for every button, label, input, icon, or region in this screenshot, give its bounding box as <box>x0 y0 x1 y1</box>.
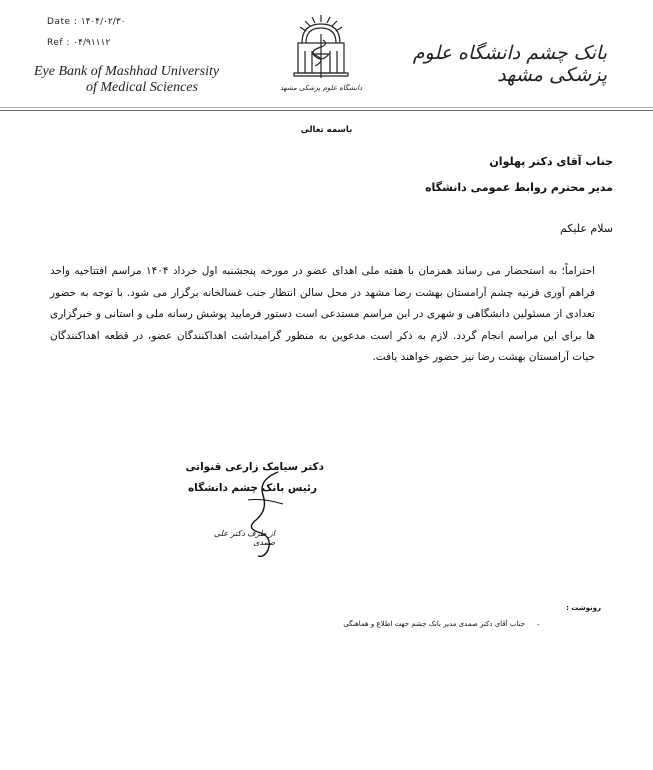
signatory-name: دکتر سیامک زارعی قنواتی <box>185 461 324 473</box>
university-logo-icon <box>279 10 363 98</box>
header-divider <box>0 107 653 111</box>
org-name-english-line2: of Medical Sciences <box>86 80 198 95</box>
invocation: باسمه تعالی <box>300 125 353 135</box>
ref-label: Ref : ۰۴/۹۱۱۱۲ <box>47 38 111 48</box>
university-logo <box>279 10 363 98</box>
on-behalf-note: از طرف دکتر علی صمدی <box>213 529 275 547</box>
logo-caption: دانشگاه علوم پزشکی مشهد <box>279 84 363 92</box>
org-name-english-line1: Eye Bank of Mashhad University <box>34 64 220 79</box>
date-label: Date : ۱۴۰۴/۰۲/۳۰ <box>47 17 126 27</box>
signatory-title: رئیس بانک چشم دانشگاه <box>187 482 317 494</box>
cc-line: جناب آقای دکتر صمدی مدیر بانک چشم جهت اطلاع و هماهنگی <box>343 620 525 628</box>
org-name-persian: بانک چشم دانشگاه علوم پزشکی مشهد <box>412 42 607 86</box>
cc-label: رونوشت : <box>566 604 601 612</box>
greeting: سلام علیکم <box>559 222 613 235</box>
letter-body: احتراماً؛ به استحضار می رساند همزمان با هفته ملی اهدای عضو در مورخه پنجشنبه اول خرداد ۱۴۰۴ مراسم افتتاحیه واحد فراهم آوری قرنیه چشم آرامستان بهشت رضا مشهد در محل سالن انتظار جنب غسالخانه برگزار می شود. با توجه به حضور تعدادی از مسئولین دانشگاهی و شهری در این مراسم مستدعی است دستور فرمایید پوشش رسانه ملی و استانی و خبرگزاری ها برای این مراسم انجام گردد. لازم به ذکر است مدعوین به منظور گرامیداشت اهداکنندگان عضو، در قطعه اهداکنندگان حیات آرامستان بهشت رضا نیز حضور خواهند یافت. <box>50 265 595 364</box>
recipient-line1: جناب آقای دکتر پهلوان <box>489 155 613 168</box>
recipient-line2: مدیر محترم روابط عمومی دانشگاه <box>425 181 613 194</box>
cc-bullet: - <box>537 621 540 629</box>
